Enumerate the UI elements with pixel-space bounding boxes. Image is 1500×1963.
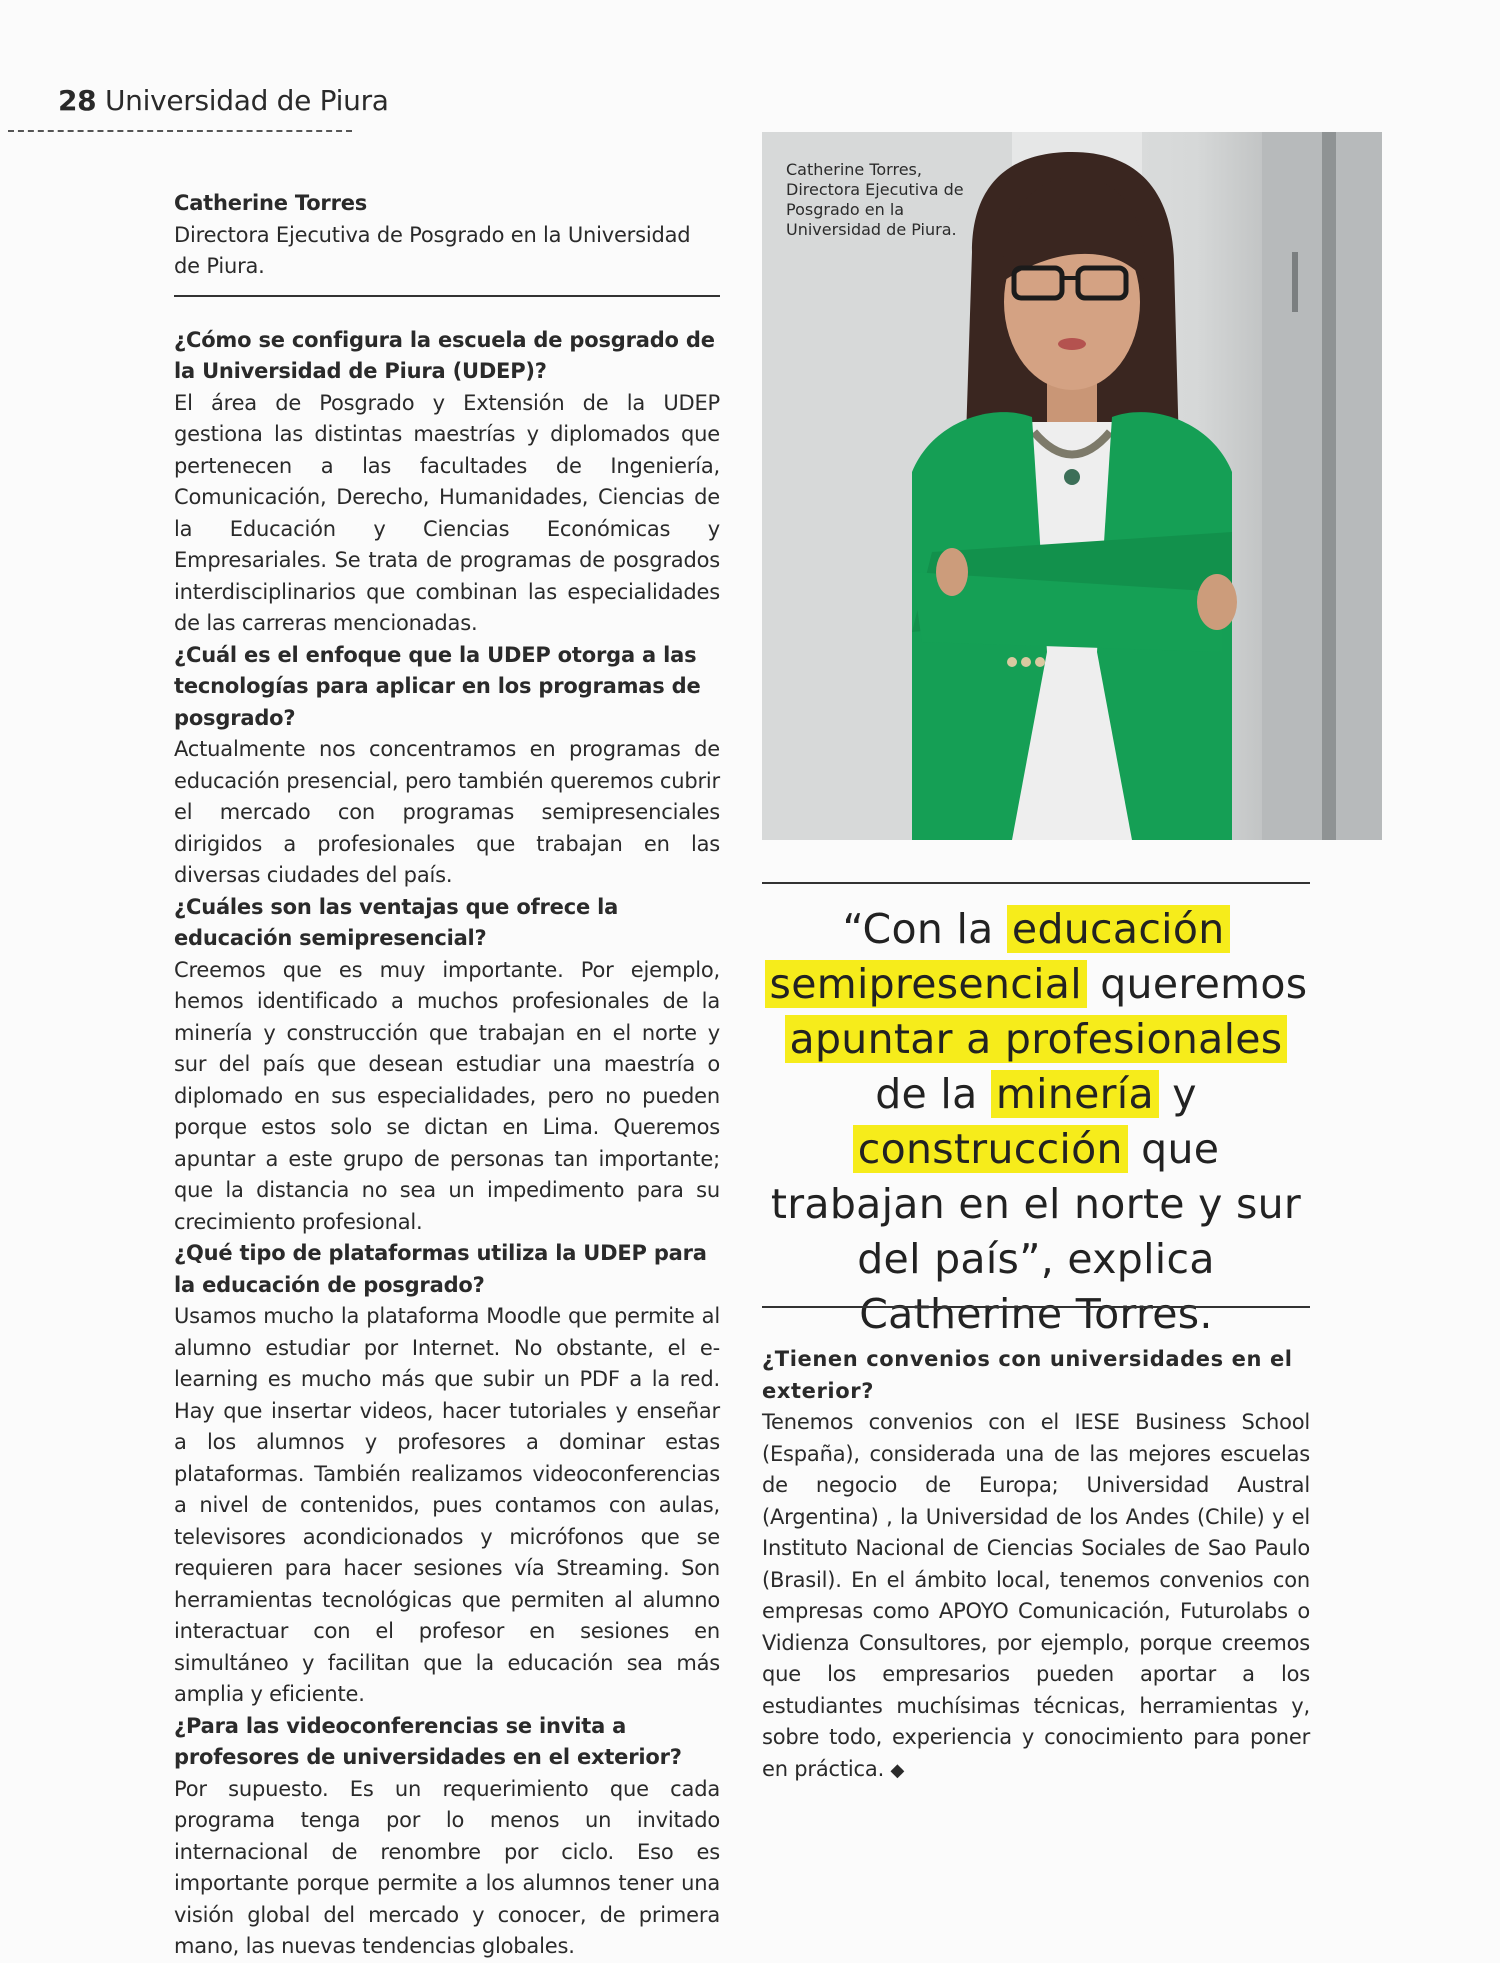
author-divider [174,295,720,297]
answer: Por supuesto. Es un requerimiento que cada programa tenga por lo menos un invitado internacional de renombre por ciclo. Eso es importante porque permite a los alumnos tener una visión global del mercado y conocer, de primera mano, las nuevas tendencias globales. [174,1776,720,1958]
question: ¿Tienen convenios con universidades en el exterior? [762,1347,1293,1403]
portrait-photo [762,132,1382,840]
answer-text: Tenemos convenios con el IESE Business School (España), considerada una de las mejores escuelas de negocio de Europa; Universidad Austral (Argentina) , la Universidad de los Andes (Chile) y el Instituto Nacional de Ciencias Sociales de Sao Paulo (Brasil). En el ámbito local, tenemos convenios con empresas como APOYO Comunicación, Futurolabs o Vidienza Consultores, por ejemplo, porque creemos que los empresarios pueden aportar a los estudiantes muchísimas técnicas, herramientas y, sobre todo, experiencia y conocimiento para poner en práctica. [762,1410,1310,1781]
quote-text: queremos [1086,960,1308,1008]
answer: Usamos mucho la plataforma Moodle que permite al alumno estudiar por Internet. No obstante, el e-learning es mucho más que subir un PDF a la red. Hay que insertar videos, hacer tutoriales y enseñar a los alumnos y profesores a dominar estas plataformas. También realizamos videoconferencias a nivel de contenidos, pues contamos con aulas, televisores acondicionados y micrófonos que se requieren para hacer sesiones vía Streaming. Son herramientas tecnológicas que permiten al alumno interactuar con el profesor en sesiones en simultáneo y facilitan que la educación sea más amplia y eficiente. [174,1304,720,1706]
page-number: 28 [58,84,97,117]
quote-divider-bottom [762,1306,1310,1308]
author-role: Directora Ejecutiva de Posgrado en la Universidad de Piura. [174,222,691,278]
interview-left-column [174,188,720,1963]
pull-quote [760,902,1312,1342]
author-name: Catherine Torres [174,191,368,215]
end-mark-icon: ◆ [890,1759,905,1781]
page-header [58,84,389,117]
answer: Actualmente nos concentramos en programas de educación presencial, pero también queremos cubrir el mercado con programas semipresenciales dirigidos a profesionales que trabajan en las diversas ciudades del país. [174,737,720,887]
question: ¿Cuál es el enfoque que la UDEP otorga a las tecnologías para aplicar en los programas de posgrado? [174,642,701,730]
quote-text: “Con la [842,905,1007,953]
question: ¿Cómo se configura la escuela de posgrado de la Universidad de Piura (UDEP)? [174,327,715,383]
answer: Creemos que es muy importante. Por ejemplo, hemos identificado a muchos profesionales de la minería y construcción que trabajan en el norte y sur del país que desean estudiar una maestría o diplomado en sus especialidades, pero no pueden porque estos solo se dictan en Lima. Queremos apuntar a este grupo de personas tan importante; que la distancia no sea un impedimento para su crecimiento profesional. [174,957,720,1234]
question: ¿Cuáles son las ventajas que ofrece la educación semipresencial? [174,894,619,950]
quote-highlight: construcción [853,1125,1128,1173]
quote-highlight: apuntar a profesionales [785,1015,1288,1063]
answer: El área de Posgrado y Extensión de la UDEP gestiona las distintas maestrías y diplomados que pertenecen a las facultades de Ingeniería, Comunicación, Derecho, Humanidades, Ciencias de la Educación y Ciencias Económicas y Empresariales. Se trata de programas de posgrados interdisciplinarios que combinan las especialidades de las carreras mencionadas. [174,390,720,635]
quote-highlight: semipresencial [765,960,1087,1008]
quote-divider-top [762,882,1310,884]
quote-highlight: minería [991,1070,1159,1118]
quote-highlight: educación [1007,905,1230,953]
quote-text: y [1158,1070,1197,1118]
question: ¿Qué tipo de plataformas utiliza la UDEP para la educación de posgrado? [174,1241,707,1297]
answer [762,1407,1310,1786]
publication-name: Universidad de Piura [104,84,389,117]
interview-right-column [762,1344,1310,1786]
header-divider [8,130,352,132]
quote-text: de la [875,1070,991,1118]
question: ¿Para las videoconferencias se invita a profesores de universidades en el exterior? [174,1713,682,1769]
photo-caption: Catherine Torres, Directora Ejecutiva de Posgrado en la Universidad de Piura. [786,160,964,239]
quote-text: que trabajan en el norte y sur del país”, explica Catherine Torres. [770,1125,1302,1338]
